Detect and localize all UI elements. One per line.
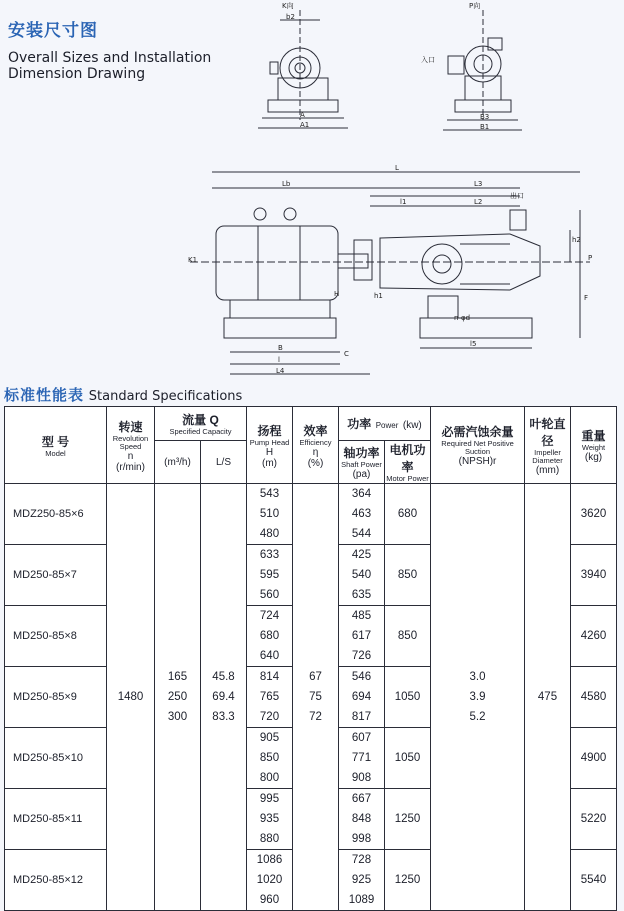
shaft-power-value: 1089 xyxy=(348,894,375,906)
head-value: 560 xyxy=(259,589,280,601)
cell-weight: 3620 xyxy=(571,484,617,545)
cell-shaft-power xyxy=(339,545,385,606)
cell-motor-power: 1050 xyxy=(385,667,431,728)
cell-shaft-power xyxy=(339,789,385,850)
cell-model: MD250-85×12 xyxy=(5,850,107,911)
cell-model: MD250-85×9 xyxy=(5,667,107,728)
hdr-shaft-power: 轴功率 Shaft Power (pa) xyxy=(339,441,385,484)
cell-motor-power: 1250 xyxy=(385,850,431,911)
pump-inlet-flange xyxy=(422,244,462,284)
head-value: 510 xyxy=(259,508,280,520)
motor-base xyxy=(224,318,336,338)
label-l3: L3 xyxy=(474,180,483,188)
label-outlet: 出口 xyxy=(510,192,524,200)
cell-model: MD250-85×10 xyxy=(5,728,107,789)
head-value: 1020 xyxy=(256,874,283,886)
cell-motor-power: 850 xyxy=(385,606,431,667)
shaft-power-value: 635 xyxy=(351,589,372,601)
cell-motor-power: 1050 xyxy=(385,728,431,789)
shaft-power-value: 485 xyxy=(351,610,372,622)
label-l2: L2 xyxy=(474,198,483,206)
cell-head xyxy=(247,850,293,911)
shaft-power-value: 848 xyxy=(351,813,372,825)
pump-outlet xyxy=(510,210,526,230)
label-a: A xyxy=(300,111,305,119)
cell-motor-power: 680 xyxy=(385,484,431,545)
shaft-power-value: 925 xyxy=(351,874,372,886)
table-row xyxy=(5,484,617,545)
cell-model: MD250-85×7 xyxy=(5,545,107,606)
flow-ls-value: 45.8 xyxy=(212,671,235,683)
cell-head xyxy=(247,606,293,667)
npsh-value: 5.2 xyxy=(469,711,486,723)
head-value: 850 xyxy=(259,752,280,764)
shaft-power-value: 607 xyxy=(351,732,372,744)
shaft-power-value: 667 xyxy=(351,793,372,805)
spec-title xyxy=(4,384,242,405)
cell-shaft-power xyxy=(339,667,385,728)
p-view-inlet xyxy=(448,56,464,74)
label-b1: B1 xyxy=(480,123,490,131)
cell-weight: 4900 xyxy=(571,728,617,789)
motor-body xyxy=(216,226,338,300)
cell-npsh xyxy=(431,484,525,911)
hdr-model: 型 号 Model xyxy=(5,407,107,484)
head-value: 543 xyxy=(259,488,280,500)
cell-efficiency xyxy=(293,484,339,911)
shaft-power-value: 998 xyxy=(351,833,372,845)
label-b: B xyxy=(278,344,283,352)
label-c: C xyxy=(344,350,349,358)
shaft-power-value: 463 xyxy=(351,508,372,520)
cell-head xyxy=(247,728,293,789)
cell-weight: 3940 xyxy=(571,545,617,606)
label-nd: n-φd xyxy=(454,314,471,322)
shaft-power-value: 908 xyxy=(351,772,372,784)
shaft-power-value: 425 xyxy=(351,549,372,561)
efficiency-value: 72 xyxy=(309,711,322,723)
hdr-flow: 流量 Q Specified Capacity xyxy=(155,407,247,441)
flow-m3h-value: 300 xyxy=(167,711,188,723)
label-h2: h2 xyxy=(572,236,581,244)
cell-head xyxy=(247,545,293,606)
head-value: 814 xyxy=(259,671,280,683)
label-a1: A1 xyxy=(300,121,310,129)
cell-shaft-power xyxy=(339,728,385,789)
hdr-efficiency: 效率 Efficiency η (%) xyxy=(293,407,339,484)
cell-impeller: 475 xyxy=(525,484,571,911)
shaft-power-value: 726 xyxy=(351,650,372,662)
cell-model: MD250-85×8 xyxy=(5,606,107,667)
shaft-power-value: 728 xyxy=(351,854,372,866)
label-h: H xyxy=(334,290,340,298)
head-value: 905 xyxy=(259,732,280,744)
cell-weight: 5220 xyxy=(571,789,617,850)
label-p: P xyxy=(588,254,593,262)
cell-motor-power: 1250 xyxy=(385,789,431,850)
head-value: 800 xyxy=(259,772,280,784)
npsh-value: 3.9 xyxy=(469,691,486,703)
spec-table xyxy=(4,406,617,911)
label-inlet: 入口 xyxy=(421,56,435,64)
hdr-npsh: 必需汽蚀余量 Required Net Positive Suction (NPSH)r xyxy=(431,407,525,484)
head-value: 595 xyxy=(259,569,280,581)
cell-head xyxy=(247,789,293,850)
label-l5: l5 xyxy=(470,340,477,348)
installation-drawing xyxy=(0,0,624,380)
shaft-power-value: 540 xyxy=(351,569,372,581)
shaft-power-value: 546 xyxy=(351,671,372,683)
shaft-power-value: 694 xyxy=(351,691,372,703)
npsh-value: 3.0 xyxy=(469,671,486,683)
label-h1: h1 xyxy=(374,292,383,300)
cell-weight: 4580 xyxy=(571,667,617,728)
label-p-view: P向 xyxy=(469,2,481,10)
shaft-power-value: 364 xyxy=(351,488,372,500)
head-value: 960 xyxy=(259,894,280,906)
label-k-view: K向 xyxy=(282,2,294,10)
label-l: L xyxy=(395,164,399,172)
coupling xyxy=(338,254,368,268)
flow-ls-value: 83.3 xyxy=(212,711,235,723)
shaft-power-value: 544 xyxy=(351,528,372,540)
cell-motor-power: 850 xyxy=(385,545,431,606)
flow-ls-value: 69.4 xyxy=(212,691,235,703)
label-f: F xyxy=(584,294,589,302)
head-value: 765 xyxy=(259,691,280,703)
label-b2: b2 xyxy=(286,13,295,21)
label-lb: Lb xyxy=(282,180,291,188)
head-value: 935 xyxy=(259,813,280,825)
hdr-flow-m3h: (m³/h) xyxy=(155,441,201,484)
cell-flow-ls xyxy=(201,484,247,911)
motor-eyebolt-right xyxy=(284,208,296,220)
label-k1: K1 xyxy=(188,256,198,264)
head-value: 995 xyxy=(259,793,280,805)
label-l4: L4 xyxy=(276,367,285,375)
cell-flow-m3h xyxy=(155,484,201,911)
head-value: 724 xyxy=(259,610,280,622)
cell-model: MD250-85×11 xyxy=(5,789,107,850)
page-title-en-line2: Dimension Drawing xyxy=(8,66,146,82)
cell-model: MDZ250-85×6 xyxy=(5,484,107,545)
pump-base xyxy=(420,318,532,338)
cell-weight: 5540 xyxy=(571,850,617,911)
cell-speed: 1480 xyxy=(107,484,155,911)
head-value: 720 xyxy=(259,711,280,723)
head-value: 680 xyxy=(259,630,280,642)
cell-shaft-power xyxy=(339,484,385,545)
hdr-weight: 重量 Weight (kg) xyxy=(571,407,617,484)
label-l1: l1 xyxy=(400,198,407,206)
shaft-power-value: 817 xyxy=(351,711,372,723)
cell-shaft-power xyxy=(339,606,385,667)
head-value: 880 xyxy=(259,833,280,845)
label-b3: B3 xyxy=(480,113,490,121)
hdr-power: 功率 Power (kw) xyxy=(339,407,431,441)
cell-head xyxy=(247,667,293,728)
cell-head xyxy=(247,484,293,545)
efficiency-value: 67 xyxy=(309,671,322,683)
head-value: 640 xyxy=(259,650,280,662)
page-title-en-line1: Overall Sizes and Installation xyxy=(8,50,212,66)
shaft-power-value: 617 xyxy=(351,630,372,642)
page-title-cn: 安装尺寸图 xyxy=(8,21,98,41)
cell-weight: 4260 xyxy=(571,606,617,667)
flow-m3h-value: 165 xyxy=(167,671,188,683)
hdr-speed: 转速 Revolution Speed n (r/min) xyxy=(107,407,155,484)
label-l-small: l xyxy=(278,356,280,364)
head-value: 633 xyxy=(259,549,280,561)
hdr-motor-power: 电机功率 Motor Power xyxy=(385,441,431,484)
cell-shaft-power xyxy=(339,850,385,911)
spec-title-cn: 标准性能表 xyxy=(4,386,85,404)
head-value: 480 xyxy=(259,528,280,540)
head-value: 1086 xyxy=(256,854,283,866)
hdr-impeller: 叶轮直径 Impeller Diameter (mm) xyxy=(525,407,571,484)
motor-eyebolt-left xyxy=(254,208,266,220)
flow-m3h-value: 250 xyxy=(167,691,188,703)
hdr-flow-ls: L/S xyxy=(201,441,247,484)
spec-title-en: Standard Specifications xyxy=(88,389,243,404)
shaft-power-value: 771 xyxy=(351,752,372,764)
efficiency-value: 75 xyxy=(309,691,322,703)
hdr-head: 扬程 Pump Head H (m) xyxy=(247,407,293,484)
